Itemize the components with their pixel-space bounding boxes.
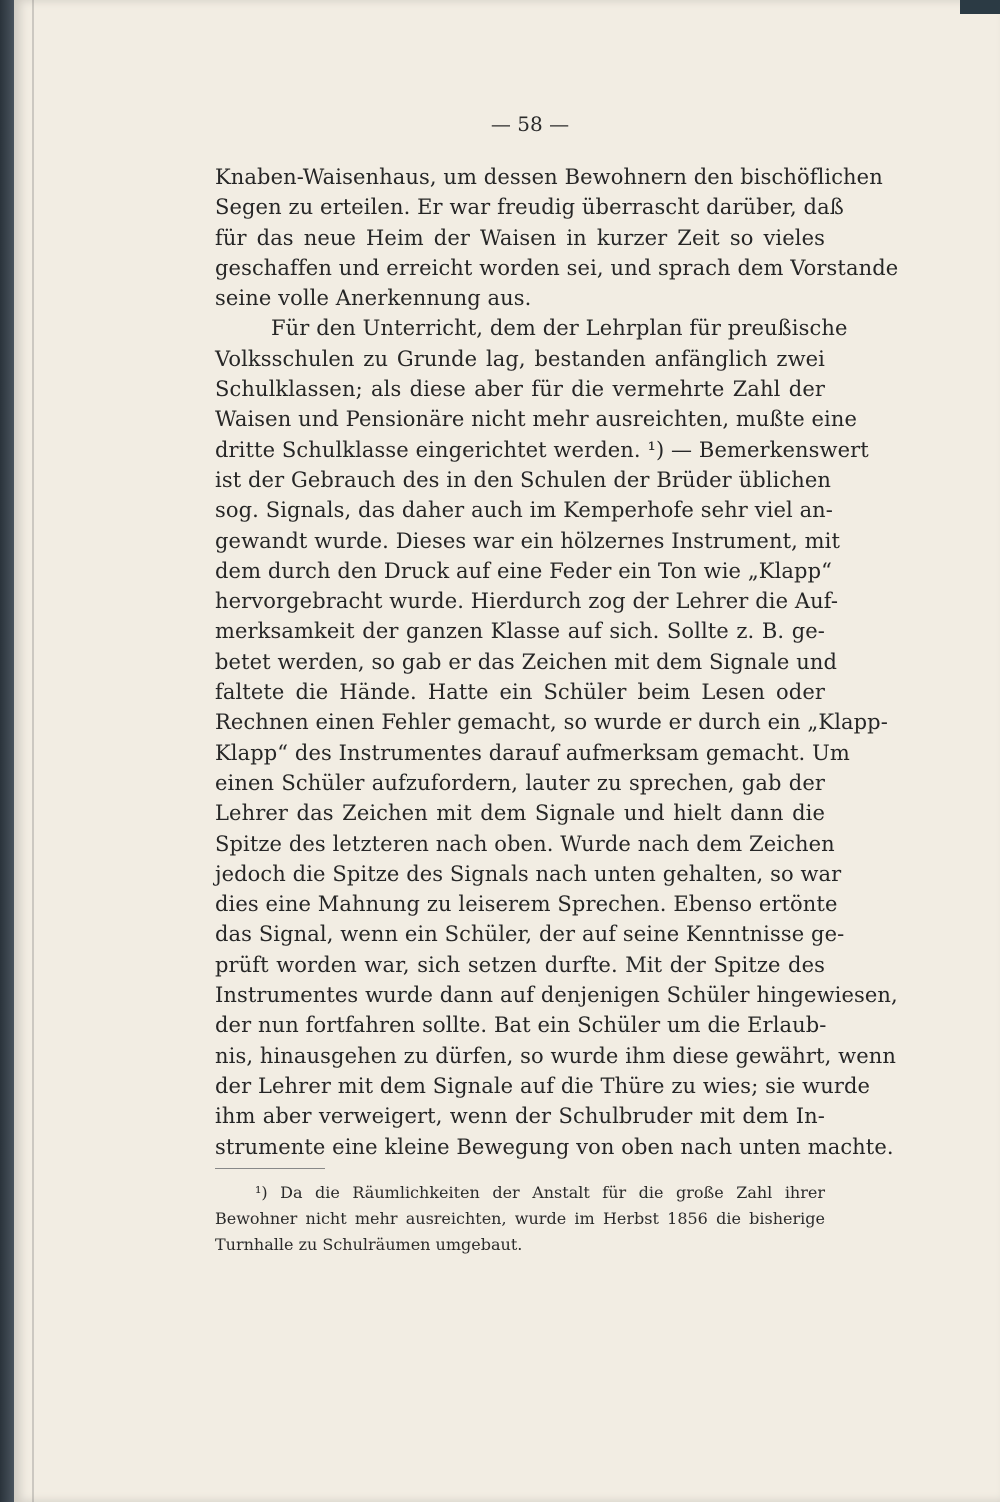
page-number: — 58 — [490, 112, 570, 136]
body-line: merksamkeit der ganzen Klasse auf sich. Sollte z. B. ge- [215, 619, 825, 644]
body-line: Waisen und Pensionäre nicht mehr ausreichten, mußte eine [215, 407, 857, 432]
body-line: Volksschulen zu Grunde lag, bestanden anfänglich zwei [215, 346, 825, 371]
page-gutter [32, 0, 34, 1502]
body-line: der Lehrer mit dem Signale auf die Thüre zu wies; sie wurde [215, 1073, 871, 1098]
body-line: für das neue Heim der Waisen in kurzer Zeit so vieles [215, 225, 825, 250]
page-corner [960, 0, 1000, 14]
body-line: Rechnen einen Fehler gemacht, so wurde er durch ein „Klapp- [215, 710, 888, 735]
body-text [215, 162, 899, 1162]
body-line: seine volle Anerkennung aus. [215, 286, 532, 311]
body-line: dritte Schulklasse eingerichtet werden. ¹) — Bemerkenswert [215, 437, 869, 462]
body-line: Spitze des letzteren nach oben. Wurde nach dem Zeichen [215, 831, 835, 856]
body-line: hervorgebracht wurde. Hierdurch zog der Lehrer die Auf- [215, 589, 839, 614]
body-line: Schulklassen; als diese aber für die vermehrte Zahl der [215, 377, 825, 402]
footnote-rule [215, 1168, 325, 1169]
book-edge [0, 0, 14, 1502]
body-line: dem durch den Druck auf eine Feder ein Ton wie „Klapp“ [215, 558, 832, 583]
body-line: nis, hinausgehen zu dürfen, so wurde ihm diese gewährt, wenn [215, 1043, 896, 1068]
body-line: sog. Signals, das daher auch im Kemperhofe sehr viel an- [215, 498, 834, 523]
body-line: Lehrer das Zeichen mit dem Signale und hielt dann die [215, 801, 825, 826]
body-line: einen Schüler aufzufordern, lauter zu sprechen, gab der [215, 770, 825, 795]
body-line: strumente eine kleine Bewegung von oben nach unten machte. [215, 1134, 894, 1159]
body-line: faltete die Hände. Hatte ein Schüler beim Lesen oder [215, 680, 825, 705]
body-line: Knaben-Waisenhaus, um dessen Bewohnern den bischöflichen [215, 165, 883, 189]
body-line: Instrumentes wurde dann auf denjenigen Schüler hingewiesen, [215, 983, 898, 1008]
body-line: ist der Gebrauch des in den Schulen der Brüder üblichen [215, 467, 832, 492]
body-line: geschaffen und erreicht worden sei, und sprach dem Vorstande [215, 255, 899, 280]
footnote-line: Bewohner nicht mehr ausreichten, wurde im Herbst 1856 die bisherige [215, 1209, 825, 1228]
body-line: dies eine Mahnung zu leiserem Sprechen. Ebenso ertönte [215, 892, 838, 917]
body-line: ihm aber verweigert, wenn der Schulbruder mit dem In- [215, 1104, 825, 1129]
footnote-line: ¹) Da die Räumlichkeiten der Anstalt für die große Zahl ihrer [255, 1183, 825, 1202]
footnote-line: Turnhalle zu Schulräumen umgebaut. [215, 1235, 523, 1254]
body-line: das Signal, wenn ein Schüler, der auf seine Kenntnisse ge- [215, 922, 845, 947]
body-line: Für den Unterricht, dem der Lehrplan für preußische [271, 316, 848, 341]
body-line: der nun fortfahren sollte. Bat ein Schüler um die Erlaub- [215, 1013, 827, 1038]
body-line: betet werden, so gab er das Zeichen mit dem Signale und [215, 649, 838, 674]
body-line: jedoch die Spitze des Signals nach unten gehalten, so war [215, 861, 842, 886]
body-line: gewandt wurde. Dieses war ein hölzernes Instrument, mit [215, 528, 841, 553]
body-line: Klapp“ des Instrumentes darauf aufmerksam gemacht. Um [215, 740, 850, 765]
body-line: prüft worden war, sich setzen durfte. Mit der Spitze des [215, 952, 825, 977]
body-line: Segen zu erteilen. Er war freudig überrascht darüber, daß [215, 195, 844, 220]
footnotes [215, 1180, 825, 1258]
